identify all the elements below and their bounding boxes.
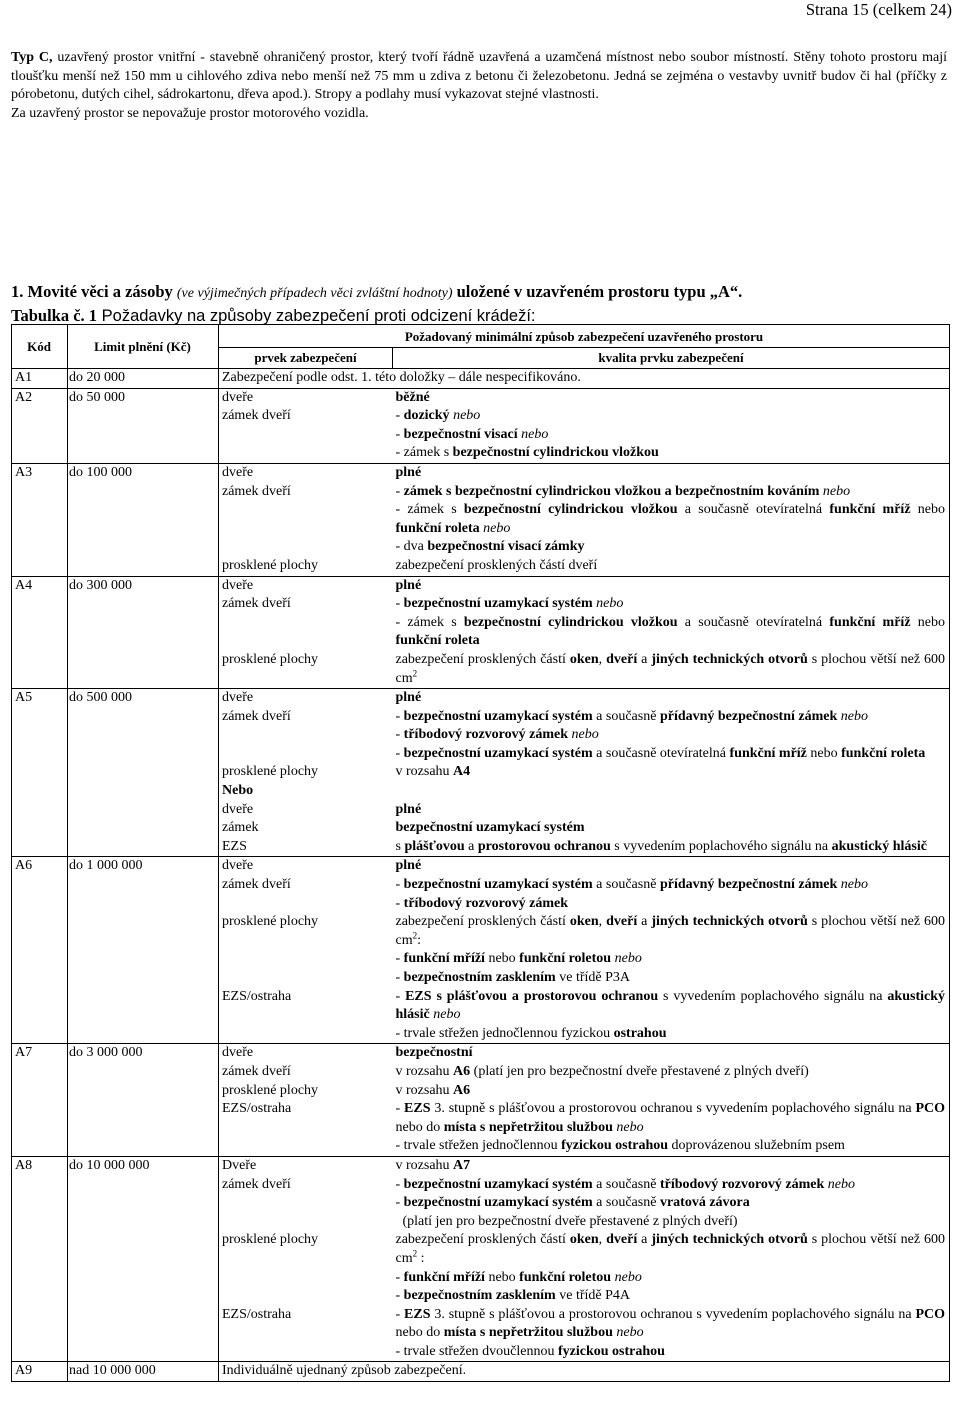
table-row (12, 857, 950, 876)
quality-line: zabezpečení prosklených částí oken, dveří a jiných technických otvorů s plochou větší než 600 $cm^2$ (395, 651, 946, 686)
table-row (12, 1044, 950, 1063)
quality-line: plné (395, 577, 422, 593)
quality-line: - funkční mříží nebo funkční roletou nebo (395, 951, 642, 967)
quality-line: - zámek s bezpečnostní cylindrickou vložkou a současně otevíratelná funkční mříž nebo funkční roleta (395, 614, 946, 649)
row-code: A9 (12, 1362, 68, 1382)
quality-line: plné (395, 464, 422, 480)
quality-line: zabezpečení prosklených částí dveří (395, 557, 598, 573)
row-quality (393, 651, 950, 689)
row-limit: do 50 000 (68, 388, 219, 463)
row-limit: do 300 000 (68, 576, 219, 689)
row-quality (393, 576, 950, 595)
type-c-label: Typ C, (11, 50, 53, 65)
row-code: A7 (12, 1044, 68, 1157)
row-quality (393, 1100, 950, 1156)
quality-line: - trvale střežen jednočlennou fyzickou ostrahou (395, 1025, 667, 1041)
table-row (12, 388, 950, 407)
quality-line: - bezpečnostním zasklením ve třídě P3A (395, 970, 630, 985)
quality-line: - bezpečnostní uzamykací systém a současně přídavný bezpečnostní zámek nebo (395, 877, 868, 893)
table-body (12, 369, 950, 1382)
row-element: dveře (219, 463, 393, 482)
row-quality (393, 407, 950, 463)
row-quality (393, 1231, 950, 1305)
table-row (12, 1362, 950, 1382)
row-limit: do 500 000 (68, 689, 219, 857)
quality-line: zabezpečení prosklených částí oken, dveří a jiných technických otvorů s plochou větší než 600 $cm^2$: (395, 914, 946, 948)
row-quality (393, 857, 950, 876)
row-element: dveře (219, 576, 393, 595)
row-quality (393, 763, 950, 782)
row-element: dveře (222, 801, 254, 817)
row-quality (393, 1063, 950, 1082)
quality-line: plné (395, 858, 422, 874)
quality-line: - trvale střežen dvoučlennou fyzickou ostrahou (395, 1343, 665, 1359)
quality-line: - zámek s bezpečnostní cylindrickou vložkou (395, 445, 659, 461)
quality-line: plné (395, 801, 422, 817)
quality-line: - funkční mříží nebo funkční roletou nebo (395, 1269, 642, 1285)
row-element: dveře (219, 689, 393, 708)
row-code: A1 (12, 369, 68, 389)
quality-line: - bezpečnostní visací nebo (395, 426, 549, 442)
row-element: EZS (222, 838, 247, 854)
row-code: A4 (12, 576, 68, 689)
vehicle-exclusion-note: Za uzavřený prostor se nepovažuje prostor motorového vozidla. (11, 105, 369, 121)
row-element: zámek dveří (222, 708, 291, 724)
header-limit: Limit plnění (Kč) (68, 325, 219, 369)
intro-text (11, 49, 947, 123)
header-element: prvek zabezpečení (219, 348, 393, 369)
quality-line: s plášťovou a prostorovou ochranou s vyvedením poplachového signálu na akustický hlásič (395, 838, 927, 854)
table-row (12, 463, 950, 482)
page-number-header: Strana 15 (celkem 24) (805, 0, 952, 19)
row-limit: do 100 000 (68, 463, 219, 576)
row-code: A8 (12, 1156, 68, 1362)
quality-line: - bezpečnostním zasklením ve třídě P4A (395, 1288, 630, 1304)
quality-line: - zámek s bezpečnostní cylindrickou vložkou a současně otevíratelná funkční mříž nebo funkční roleta nebo (395, 502, 946, 536)
quality-line: - bezpečnostní uzamykací systém a současně tříbodový rozvorový zámek nebo (395, 1176, 856, 1192)
table-row (12, 576, 950, 595)
row-element: zámek dveří (222, 1176, 291, 1192)
table-caption-text: Požadavky na způsoby zabezpečení proti odcizení krádeží: (97, 307, 536, 325)
quality-line: v rozsahu A7 (395, 1157, 471, 1173)
row-code: A2 (12, 388, 68, 463)
type-c-definition (11, 49, 947, 105)
quality-line: - tříbodový rozvorový zámek (395, 895, 569, 911)
quality-line: - bezpečnostní uzamykací systém a současně přídavný bezpečnostní zámek nebo (395, 708, 868, 724)
quality-line: - bezpečnostní uzamykací systém nebo (395, 596, 624, 612)
row-quality (393, 483, 950, 557)
row-element: dveře (219, 1044, 393, 1063)
row-quality (393, 801, 950, 820)
row-limit: do 3 000 000 (68, 1044, 219, 1157)
row-element: zámek dveří (222, 877, 291, 893)
row-quality (393, 557, 950, 576)
row-element: zámek dveří (222, 596, 291, 612)
quality-line: - EZS 3. stupně s plášťovou a prostorovou ochranou s vyvedením poplachového signálu na PCO nebo do místa s nepřetržitou službou nebo (395, 1306, 946, 1341)
row-quality (393, 1306, 950, 1362)
row-quality (393, 1082, 950, 1101)
row-element: dveře (219, 857, 393, 876)
row-element: prosklené plochy (222, 1232, 319, 1248)
row-element: EZS/ostraha (222, 1101, 292, 1117)
row-quality (393, 913, 950, 987)
row-limit: nad 10 000 000 (68, 1362, 219, 1382)
quality-line: - dva bezpečnostní visací zámky (395, 539, 585, 555)
row-element: zámek dveří (222, 1063, 291, 1079)
row-quality (393, 1176, 950, 1232)
quality-line: plné (395, 690, 422, 706)
row-code: A6 (12, 857, 68, 1044)
row-quality (393, 819, 950, 838)
row-element: Nebo (222, 783, 254, 799)
row-element: prosklené plochy (222, 914, 319, 930)
row-quality (393, 876, 950, 913)
row-element: Dveře (219, 1156, 393, 1175)
header-caption: Požadovaný minimální způsob zabezpečení uzavřeného prostoru (219, 325, 950, 348)
row-limit: do 1 000 000 (68, 857, 219, 1044)
quality-line: v rozsahu A4 (395, 764, 471, 780)
quality-line: bezpečnostní (395, 1045, 473, 1061)
row-element: zámek dveří (222, 483, 291, 499)
row-specification: Individuálně ujednaný způsob zabezpečení. (219, 1362, 950, 1382)
requirements-table (11, 324, 950, 1382)
quality-line: v rozsahu A6 (platí jen pro bezpečnostní dveře přestavené z plných dveří) (395, 1063, 809, 1079)
quality-line: - trvale střežen jednočlennou fyzickou ostrahou doprovázenou služebním psem (395, 1138, 845, 1154)
row-quality (393, 708, 950, 764)
quality-line: - zámek s bezpečnostní cylindrickou vložkou a bezpečnostním kováním nebo (395, 483, 851, 499)
quality-line: bezpečnostní uzamykací systém (395, 820, 585, 836)
row-element: prosklené plochy (222, 764, 319, 780)
quality-line: běžné (395, 389, 430, 405)
row-limit: do 10 000 000 (68, 1156, 219, 1362)
section-title (11, 281, 947, 327)
row-quality (393, 1044, 950, 1063)
section-heading-start: 1. Movité věci a zásoby (11, 282, 177, 301)
table-header (12, 325, 950, 369)
row-element: zámek (222, 820, 259, 836)
row-element: EZS/ostraha (222, 988, 292, 1004)
header-quality: kvalita prvku zabezpečení (393, 348, 950, 369)
quality-line: zabezpečení prosklených částí oken, dveří a jiných technických otvorů s plochou větší než 600 $cm^2$ : (395, 1232, 946, 1266)
section-heading-note: (ve výjimečných případech věci zvláštní hodnoty) (176, 286, 453, 301)
quality-line: (platí jen pro bezpečnostní dveře přestavené z plných dveří) (395, 1213, 738, 1229)
table-row (12, 1156, 950, 1175)
row-quality (393, 988, 950, 1044)
row-quality (393, 689, 950, 708)
quality-line: - tříbodový rozvorový zámek nebo (395, 727, 599, 743)
row-element: dveře (219, 388, 393, 407)
row-code: A5 (12, 689, 68, 857)
row-quality (393, 595, 950, 651)
table-row (12, 689, 950, 708)
row-quality (393, 1156, 950, 1175)
type-c-description: uzavřený prostor vnitřní - stavebně ohraničený prostor, který tvoří řádně uzavřená a uzamčená místnost nebo soubor místností. Stěny tohoto prostoru mají tloušťku menší než 150 mm u cihlového zdiva nebo menší než 75 mm u zdiva z betonu či železobetonu. Jedná se zejména o vestavby uvnitř budov či hal (příčky z pórobetonu, dutých cihel, sádrokartonu, dřeva apod.). Stropy a podlahy musí vykazovat stejné vlastnosti. (11, 50, 947, 103)
row-quality (393, 388, 950, 407)
row-quality (393, 782, 950, 801)
quality-line: - dozický nebo (395, 408, 481, 424)
quality-line: - EZS 3. stupně s plášťovou a prostorovou ochranou s vyvedením poplachového signálu na PCO nebo do místa s nepřetržitou službou nebo (395, 1101, 946, 1135)
row-specification: Zabezpečení podle odst. 1. této doložky – dále nespecifikováno. (219, 369, 950, 389)
row-element: zámek dveří (222, 408, 291, 424)
quality-line: - bezpečnostní uzamykací systém a současně otevíratelná funkční mříž nebo funkční roleta (395, 745, 926, 761)
quality-line: - EZS s plášťovou a prostorovou ochranou s vyvedením poplachového signálu na akustický hlásič nebo (395, 988, 945, 1023)
table-caption-label: Tabulka č. 1 (11, 306, 98, 325)
row-element: EZS/ostraha (222, 1306, 292, 1322)
row-quality (393, 463, 950, 482)
row-element: prosklené plochy (222, 1082, 319, 1098)
row-quality (393, 838, 950, 857)
quality-line: v rozsahu A6 (395, 1082, 471, 1098)
table-row (12, 369, 950, 389)
section-heading-end: uložené v uzavřeném prostoru typu „A“. (452, 282, 743, 301)
header-code: Kód (12, 325, 68, 369)
section-heading (11, 281, 947, 305)
row-limit: do 20 000 (68, 369, 219, 389)
row-element: prosklené plochy (222, 651, 319, 667)
row-element: prosklené plochy (222, 557, 319, 573)
quality-line: - bezpečnostní uzamykací systém a současně vratová závora (395, 1195, 750, 1211)
row-code: A3 (12, 463, 68, 576)
